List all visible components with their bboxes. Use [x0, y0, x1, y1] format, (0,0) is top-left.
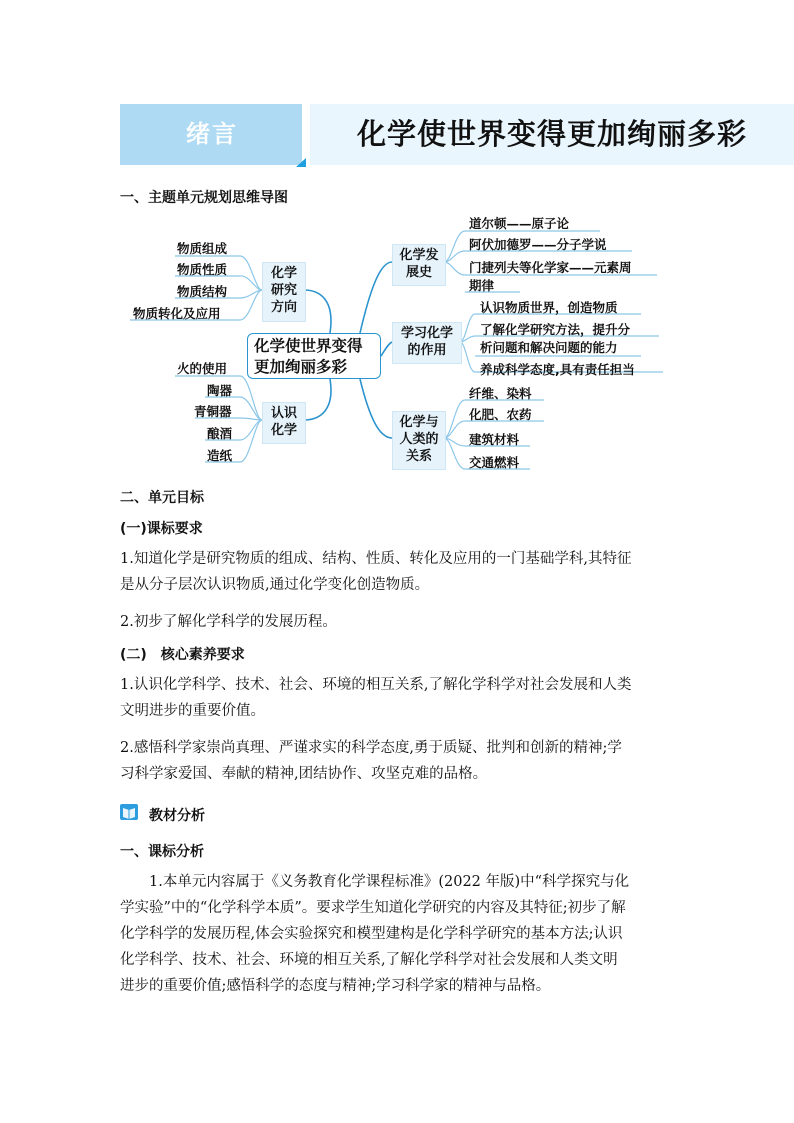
leaf-history-2: 门捷列夫等化学家——元素周 [469, 260, 632, 275]
node-research-direction: 化学 研究 方向 [262, 262, 306, 322]
leaf-learn-3: 养成科学态度,具有责任担当 [480, 362, 635, 377]
leaf-know-4: 造纸 [207, 448, 233, 463]
analysis-title: 教材分析 [149, 808, 205, 824]
leaf-relation-0: 纤维、染料 [469, 386, 532, 401]
leaf-know-0: 火的使用 [177, 361, 228, 376]
leaf-know-3: 酿酒 [207, 426, 233, 441]
subheading-literacy: (二) 核心素养要求 [120, 647, 245, 663]
connector-know [304, 379, 331, 420]
node-learn-role: 学习化学 的作用 [392, 322, 462, 364]
connector-learn [381, 342, 392, 356]
leaf-learn-1: 了解化学研究方法，提升分 [480, 322, 631, 337]
leaf-relation-1: 化肥、农药 [469, 407, 532, 422]
leaf-research-0: 物质组成 [177, 241, 228, 256]
connector-relation [360, 379, 392, 438]
node-human-relation: 化学与 人类的 关系 [392, 411, 446, 470]
goal-paragraph-3: 1.认识化学科学、技术、社会、环境的相互关系,了解化学科学对社会发展和人类 文明进步的重要价值。 [120, 677, 632, 719]
leaf-research-2: 物质结构 [177, 284, 228, 299]
page-title: 化学使世界变得更加绚丽多彩 [356, 117, 747, 151]
leaf-know-2: 青铜器 [194, 404, 232, 419]
node-know-chemistry: 认识 化学 [262, 402, 306, 444]
mindmap-center-node: 化学使世界变得更加绚丽多彩 [247, 333, 381, 379]
section-heading-mindmap: 一、主题单元规划思维导图 [120, 190, 288, 206]
subheading-curriculum: (一)课标要求 [120, 521, 203, 537]
leaf-know-1: 陶器 [207, 383, 233, 398]
connector-research [304, 290, 331, 333]
leaf-history-0: 道尔顿——原子论 [469, 216, 570, 231]
header-tag: 绪言 [186, 120, 238, 148]
leaf-research-3: 物质转化及应用 [133, 306, 221, 321]
section-heading-curriculum-analysis: 一、课标分析 [120, 844, 204, 860]
goal-paragraph-4: 2.感悟科学家崇尚真理、严谨求实的科学态度,勇于质疑、批判和创新的精神;学 习科学家爱国、奉献的精神,团结协作、攻坚克难的品格。 [120, 740, 622, 782]
leaf-relation-2: 建筑材料 [469, 432, 520, 447]
leaf-relation-3: 交通燃料 [469, 455, 520, 470]
book-icon [120, 804, 138, 820]
goal-paragraph-1: 1.知道化学是研究物质的组成、结构、性质、转化及应用的一门基础学科,其特征 是从分子层次认识物质,通过化学变化创造物质。 [120, 551, 632, 593]
connector-history [360, 262, 392, 333]
section-heading-goals: 二、单元目标 [120, 490, 204, 506]
node-history: 化学发 展史 [392, 244, 446, 286]
analysis-paragraph: 1.本单元内容属于《义务教育化学课程标准》(2022 年版)中“科学探究与化 学实验”中的“化学科学本质”。要求学生知道化学研究的内容及其特征;初步了解 化学科学的发展历程,体会实验探究和模型建构是化学科学研究的基本方法;认识 化学科学、技术、社会、环境的相互关系,了解化学科学对社会发展和人类文明 进步的重要价值;感悟科学的态度与精神;学习科学家的精神与品格。 [120, 874, 630, 994]
leaf-history-3: 期律 [469, 278, 495, 293]
leaf-learn-2: 析问题和解决问题的能力 [480, 340, 618, 355]
goal-paragraph-2: 2.初步了解化学科学的发展历程。 [120, 614, 337, 630]
leaf-research-1: 物质性质 [177, 262, 228, 277]
leaf-learn-0: 认识物质世界，创造物质 [480, 300, 618, 315]
leaf-history-1: 阿伏加德罗——分子学说 [469, 237, 607, 252]
